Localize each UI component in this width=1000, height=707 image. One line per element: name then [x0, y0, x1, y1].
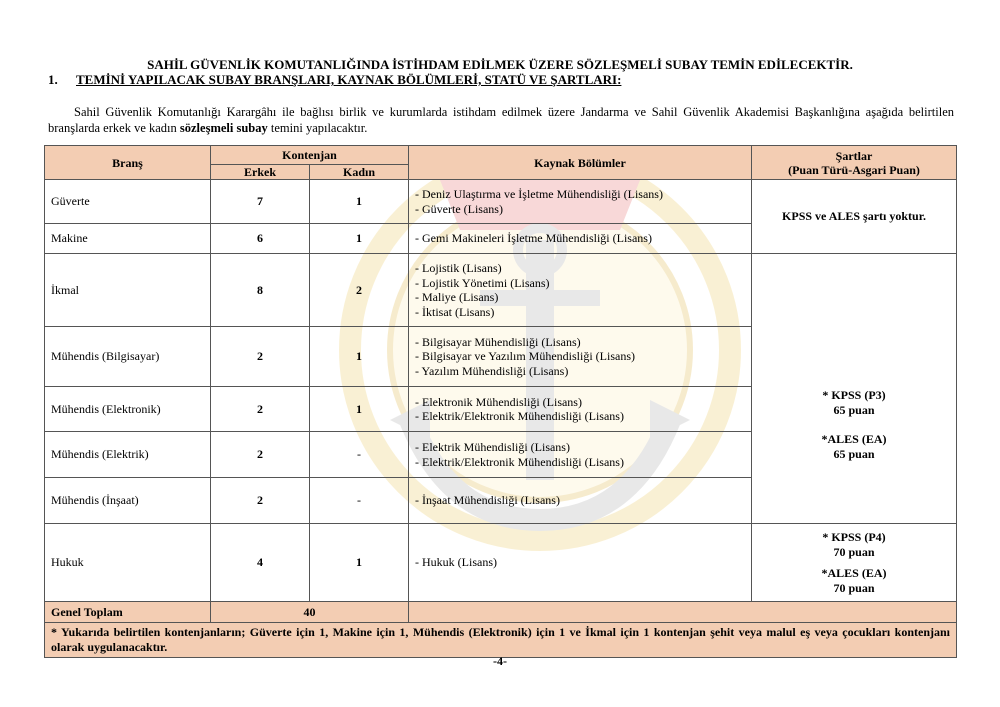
- table-row: [45, 327, 957, 387]
- cell-brans: Hukuk: [45, 524, 211, 602]
- cell-kadin: 1: [310, 180, 409, 224]
- cell-kaynak: [409, 327, 752, 387]
- kaynak-item: - Elektrik Mühendisliği (Lisans): [415, 440, 570, 454]
- intro-paragraph: [48, 104, 954, 136]
- cell-brans: Makine: [45, 224, 211, 254]
- section-heading: [48, 72, 621, 88]
- kaynak-item: - Elektronik Mühendisliği (Lisans): [415, 394, 582, 409]
- cell-conditions-group2: [752, 327, 957, 524]
- kaynak-item: - Yazılım Mühendisliği (Lisans): [415, 363, 569, 378]
- cell-erkek: 2: [211, 327, 310, 387]
- kaynak-item: - Lojistik Yönetimi (Lisans): [415, 275, 550, 290]
- condition-kpss: * KPSS (P4): [822, 529, 886, 544]
- header-sartlar-line1: Şartlar: [835, 148, 873, 163]
- cell-brans: Güverte: [45, 180, 211, 224]
- section-number: 1.: [48, 72, 58, 87]
- cell-kadin: 1: [310, 224, 409, 254]
- section-title: TEMİNİ YAPILACAK SUBAY BRANŞLARI, KAYNAK BÖLÜMLERİ, STATÜ VE ŞARTLARI:: [76, 72, 622, 87]
- kaynak-item: - İktisat (Lisans): [415, 304, 495, 319]
- cell-conditions-group3: [752, 524, 957, 602]
- table-row: [45, 524, 957, 602]
- cell-brans: Mühendis (Elektronik): [45, 387, 211, 432]
- table-row: [45, 254, 957, 327]
- header-kadin: Kadın: [310, 165, 409, 180]
- page-number: -4-: [493, 654, 507, 668]
- kaynak-item: - Hukuk (Lisans): [415, 555, 497, 570]
- cell-kadin: 1: [310, 387, 409, 432]
- cell-erkek: 4: [211, 524, 310, 602]
- condition-ales: *ALES (EA): [821, 431, 887, 446]
- kaynak-item: - Bilgisayar ve Yazılım Mühendisliği (Lisans): [415, 349, 635, 364]
- intro-text-end: temini yapılacaktır.: [267, 121, 368, 135]
- cell-kaynak: [409, 432, 752, 478]
- condition-kpss-score: 65 puan: [833, 402, 875, 417]
- cell-brans: İkmal: [45, 254, 211, 327]
- cell-brans: Mühendis (Elektrik): [45, 432, 211, 478]
- cell-brans: Mühendis (Bilgisayar): [45, 327, 211, 387]
- cell-erkek: 2: [211, 387, 310, 432]
- cell-kadin: 1: [310, 327, 409, 387]
- footnote-row: [45, 623, 957, 658]
- kaynak-item: - Bilgisayar Mühendisliği (Lisans): [415, 334, 581, 349]
- kaynak-item: - İnşaat Mühendisliği (Lisans): [415, 493, 560, 508]
- condition-kpss-score: 70 puan: [833, 544, 875, 559]
- cell-kadin: -: [310, 478, 409, 524]
- cell-kadin: 2: [310, 254, 409, 327]
- cell-kaynak: [409, 180, 752, 224]
- kaynak-item: - Elektrik/Elektronik Mühendisliği (Lisans): [415, 454, 624, 469]
- footnote: * Yukarıda belirtilen kontenjanların; Güverte için 1, Makine için 1, Mühendis (Elektronik) için 1 ve İkmal için 1 kontenjan şehit veya malul eş veya çocukları kontenjanı olarak uygulanacaktır.: [45, 623, 957, 658]
- kaynak-item: - Maliye (Lisans): [415, 290, 499, 304]
- cell-brans: Mühendis (İnşaat): [45, 478, 211, 524]
- cell-kaynak: [409, 524, 752, 602]
- condition-ales-score: 70 puan: [833, 580, 875, 595]
- cell-kaynak: [409, 224, 752, 254]
- officer-quota-table: [44, 145, 957, 658]
- intro-text: Sahil Güvenlik Komutanlığı Karargâhı ile bağlısı birlik ve kurumlarda istihdam edilmek üzere Jandarma ve Sahil Güvenlik Akademisi Başkanlığına aşağıda belirtilen branşlarda erkek ve kadın: [48, 105, 954, 135]
- cell-erkek: 7: [211, 180, 310, 224]
- header-sartlar: [752, 146, 957, 180]
- cell-kaynak: [409, 254, 752, 327]
- header-sartlar-line2: (Puan Türü-Asgari Puan): [788, 162, 920, 177]
- condition-ales-score: 65 puan: [833, 446, 875, 461]
- total-empty: [409, 602, 957, 623]
- header-kontenjan: Kontenjan: [211, 146, 409, 165]
- total-value: 40: [211, 602, 409, 623]
- kaynak-item: - Lojistik (Lisans): [415, 261, 502, 275]
- cell-conditions-group1: KPSS ve ALES şartı yoktur.: [752, 180, 957, 254]
- kaynak-item: - Güverte (Lisans): [415, 201, 503, 216]
- cell-kadin: -: [310, 432, 409, 478]
- total-label: Genel Toplam: [45, 602, 211, 623]
- cell-conditions-empty: [752, 254, 957, 327]
- total-row: [45, 602, 957, 623]
- header-erkek: Erkek: [211, 165, 310, 180]
- document-title: SAHİL GÜVENLİK KOMUTANLIĞINDA İSTİHDAM EDİLMEK ÜZERE SÖZLEŞMELİ SUBAY TEMİN EDİLECEKTİR.: [147, 57, 853, 72]
- intro-bold-text: sözleşmeli subay: [179, 121, 268, 135]
- header-kaynak: Kaynak Bölümler: [409, 146, 752, 180]
- condition-ales: *ALES (EA): [821, 565, 887, 580]
- cell-kadin: 1: [310, 524, 409, 602]
- kaynak-item: - Elektrik/Elektronik Mühendisliği (Lisans): [415, 409, 624, 423]
- cell-erkek: 2: [211, 432, 310, 478]
- cell-erkek: 8: [211, 254, 310, 327]
- cell-erkek: 6: [211, 224, 310, 254]
- cell-erkek: 2: [211, 478, 310, 524]
- kaynak-item: - Deniz Ulaştırma ve İşletme Mühendisliği (Lisans): [415, 187, 663, 201]
- cell-kaynak: [409, 387, 752, 432]
- cell-kaynak: [409, 478, 752, 524]
- kaynak-item: - Gemi Makineleri İşletme Mühendisliği (Lisans): [415, 231, 652, 246]
- table-row: [45, 180, 957, 224]
- condition-kpss: * KPSS (P3): [822, 387, 886, 402]
- header-brans: Branş: [45, 146, 211, 180]
